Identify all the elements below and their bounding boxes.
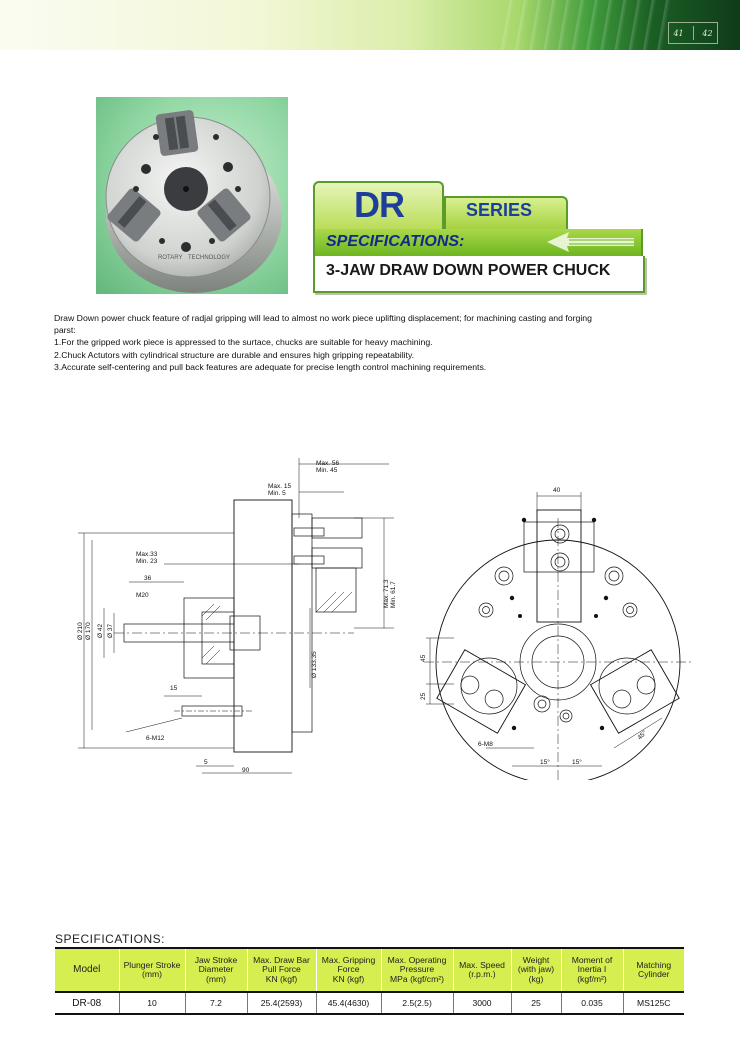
- dim-dia133: Ø 133.35: [311, 651, 318, 678]
- dim-36: 36: [144, 575, 152, 582]
- cell-jaw-stroke: 7.2: [185, 992, 247, 1014]
- technical-drawings: [54, 448, 694, 780]
- cell-model: DR-08: [55, 992, 119, 1014]
- cell-moment-of-inertia: 0.035: [561, 992, 623, 1014]
- header-draw-bar-force: Max. Draw Bar Pull Force KN (kgf): [247, 948, 316, 992]
- dim-90: 90: [242, 767, 250, 774]
- header-max-speed: Max. Speed (r.p.m.): [453, 948, 511, 992]
- specifications-label: SPECIFICATIONS:: [326, 233, 465, 250]
- dim-dia170: Ø 170: [85, 622, 92, 640]
- page-number-divider: [693, 26, 694, 40]
- header-operating-pressure: Max. Operating Pressure MPa (kgf/cm²): [381, 948, 453, 992]
- description-point: 1.For the gripped work piece is appressed to the surtace, chucks are suitable for heavy machining.: [54, 337, 433, 348]
- dim-m20: M20: [136, 592, 149, 599]
- dim-m8: 6-M8: [478, 741, 493, 748]
- chuck-photo-illustration: [96, 97, 288, 294]
- cell-draw-bar-force: 25.4(2593): [247, 992, 316, 1014]
- cell-gripping-force: 45.4(4630): [316, 992, 381, 1014]
- product-photo: [96, 97, 288, 294]
- side-view-drawing: [77, 458, 397, 774]
- dim-angle-15-right: 15°: [572, 759, 582, 766]
- header-moment-of-inertia: Moment of Inertia I (kgf/m²): [561, 948, 623, 992]
- header-plunger-stroke: Plunger Stroke (mm): [119, 948, 185, 992]
- header-gripping-force: Max. Gripping Force KN (kgf): [316, 948, 381, 992]
- dim-15: 15: [170, 685, 178, 692]
- dim-min45: Min. 45: [316, 467, 338, 474]
- description-point: 2.Chuck Actutors with cylindrical structure are durable and ensures high gripping repeatability.: [54, 349, 415, 360]
- photo-brand-text: ROTARY: [158, 255, 183, 261]
- page-numbers: [668, 22, 718, 44]
- header-model: Model: [55, 948, 119, 992]
- description-intro: Draw Down power chuck feature of radjal gripping will lead to almost no work piece uplifting displacement; for machining casting and forging parst:: [54, 313, 592, 336]
- cell-matching-cylinder: MS125C: [623, 992, 684, 1014]
- dim-angle-15-left: 15°: [540, 759, 550, 766]
- header-stripes: [500, 0, 670, 50]
- dim-max713: Max. 71.3: [383, 579, 390, 608]
- dim-dia42: Ø 42: [97, 623, 104, 638]
- dim-dia37: Ø 37: [107, 623, 114, 638]
- dim-max33: Max.33: [136, 551, 158, 558]
- header-jaw-stroke: Jaw Stroke Diameter (mm): [185, 948, 247, 992]
- photo-model-text: TECHNOLOGY: [188, 255, 231, 261]
- dim-min5: Min. 5: [268, 490, 286, 497]
- dim-5: 5: [204, 759, 208, 766]
- dim-min23: Min. 23: [136, 558, 158, 565]
- front-view-drawing: [420, 487, 694, 780]
- series-label: SERIES: [466, 200, 533, 220]
- description-point: 3.Accurate self-centering and pull back features are adequate for precise length control machining requirements.: [54, 361, 487, 372]
- page-number-right: 42: [702, 28, 713, 38]
- cell-max-speed: 3000: [453, 992, 511, 1014]
- dim-25: 25: [420, 692, 427, 700]
- header-weight: Weight (with jaw) (kg): [511, 948, 561, 992]
- product-title: 3-JAW DRAW DOWN POWER CHUCK: [326, 262, 611, 279]
- specifications-heading: SPECIFICATIONS:: [55, 932, 165, 946]
- cell-operating-pressure: 2.5(2.5): [381, 992, 453, 1014]
- cell-plunger-stroke: 10: [119, 992, 185, 1014]
- description: [54, 312, 594, 373]
- dim-min617: Min. 61.7: [390, 581, 397, 608]
- dim-angle-45: 45°: [636, 729, 649, 742]
- dim-dia210: Ø 210: [77, 622, 84, 640]
- specifications-table: [55, 947, 684, 1015]
- header-band: [0, 0, 740, 50]
- series-code: DR: [354, 184, 404, 225]
- dim-40: 40: [553, 487, 561, 494]
- table-row: [55, 992, 684, 1014]
- dim-45: 45: [420, 654, 427, 662]
- arrow-left-icon: [539, 229, 639, 256]
- dim-m12: 6-M12: [146, 735, 165, 742]
- page-number-left: 41: [673, 28, 684, 38]
- dim-max15: Max. 15: [268, 483, 292, 490]
- header-matching-cylinder: Matching Cylinder: [623, 948, 684, 992]
- dim-max56: Max. 56: [316, 460, 340, 467]
- cell-weight: 25: [511, 992, 561, 1014]
- table-header-row: [55, 948, 684, 992]
